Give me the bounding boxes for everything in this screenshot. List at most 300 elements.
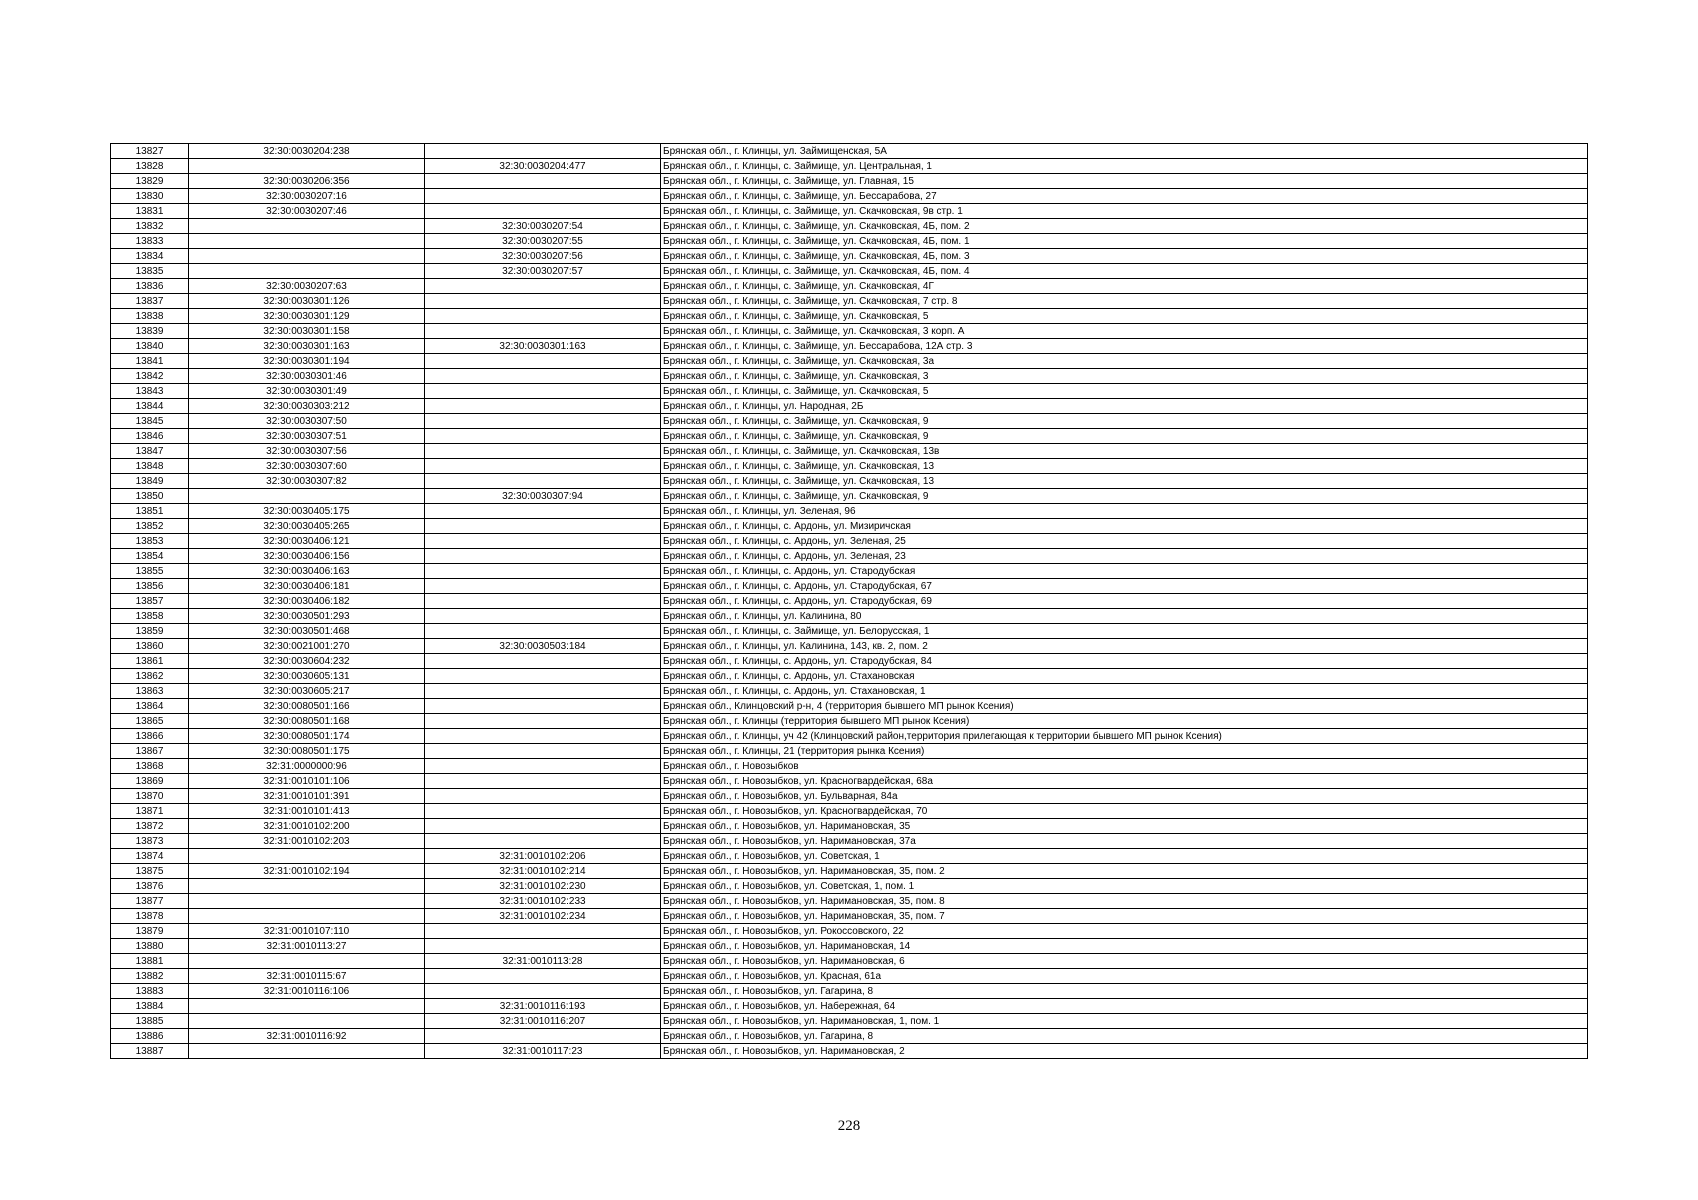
row-number-cell: 13851 xyxy=(111,504,189,519)
address-cell: Брянская обл., г. Клинцы, с. Займище, ул. Бессарабова, 12А стр. 3 xyxy=(661,339,1588,354)
row-number-cell: 13835 xyxy=(111,264,189,279)
related-cadastral-number-cell xyxy=(425,624,661,639)
address-cell: Брянская обл., г. Новозыбков, ул. Наримановская, 1, пом. 1 xyxy=(661,1014,1588,1029)
related-cadastral-number-cell xyxy=(425,279,661,294)
row-number-cell: 13886 xyxy=(111,1029,189,1044)
table-row xyxy=(111,264,1588,279)
cadastral-number-cell: 32:30:0021001:270 xyxy=(189,639,425,654)
table-row xyxy=(111,234,1588,249)
cadastral-number-cell: 32:30:0030307:51 xyxy=(189,429,425,444)
address-cell: Брянская обл., г. Клинцы, с. Займище, ул. Скачковская, 9 xyxy=(661,429,1588,444)
related-cadastral-number-cell xyxy=(425,504,661,519)
cadastral-number-cell: 32:30:0030301:46 xyxy=(189,369,425,384)
table-row xyxy=(111,864,1588,879)
row-number-cell: 13874 xyxy=(111,849,189,864)
cadastral-number-cell: 32:30:0080501:175 xyxy=(189,744,425,759)
cadastral-number-cell: 32:30:0080501:166 xyxy=(189,699,425,714)
table-row xyxy=(111,444,1588,459)
address-cell: Брянская обл., г. Клинцы, с. Займище, ул. Скачковская, 9 xyxy=(661,489,1588,504)
address-cell: Брянская обл., г. Клинцы (территория бывшего МП рынок Ксения) xyxy=(661,714,1588,729)
table-row xyxy=(111,324,1588,339)
cadastral-number-cell xyxy=(189,159,425,174)
table-row xyxy=(111,729,1588,744)
table-row xyxy=(111,414,1588,429)
address-cell: Брянская обл., г. Новозыбков, ул. Советская, 1, пом. 1 xyxy=(661,879,1588,894)
cadastral-number-cell: 32:30:0030405:175 xyxy=(189,504,425,519)
table-row xyxy=(111,294,1588,309)
row-number-cell: 13842 xyxy=(111,369,189,384)
cadastral-number-cell: 32:30:0030406:121 xyxy=(189,534,425,549)
table-row xyxy=(111,429,1588,444)
row-number-cell: 13884 xyxy=(111,999,189,1014)
related-cadastral-number-cell xyxy=(425,924,661,939)
row-number-cell: 13877 xyxy=(111,894,189,909)
table-row xyxy=(111,699,1588,714)
address-cell: Брянская обл., г. Клинцы, ул. Калинина, 80 xyxy=(661,609,1588,624)
page-number: 228 xyxy=(837,1118,861,1134)
row-number-cell: 13865 xyxy=(111,714,189,729)
cadastral-number-cell: 32:30:0030307:60 xyxy=(189,459,425,474)
row-number-cell: 13831 xyxy=(111,204,189,219)
address-cell: Брянская обл., г. Клинцы, с. Ардонь, ул. Стахановская, 1 xyxy=(661,684,1588,699)
related-cadastral-number-cell: 32:30:0030503:184 xyxy=(425,639,661,654)
address-cell: Брянская обл., г. Клинцы, с. Займище, ул. Бессарабова, 27 xyxy=(661,189,1588,204)
address-cell: Брянская обл., г. Новозыбков, ул. Наримановская, 35, пом. 8 xyxy=(661,894,1588,909)
cadastral-number-cell: 32:30:0030301:49 xyxy=(189,384,425,399)
related-cadastral-number-cell xyxy=(425,399,661,414)
cadastral-number-cell: 32:30:0030406:181 xyxy=(189,579,425,594)
related-cadastral-number-cell xyxy=(425,714,661,729)
cadastral-number-cell: 32:30:0030206:356 xyxy=(189,174,425,189)
cadastral-number-cell: 32:31:0010102:194 xyxy=(189,864,425,879)
address-cell: Брянская обл., г. Новозыбков, ул. Бульварная, 84а xyxy=(661,789,1588,804)
cadastral-number-cell: 32:31:0010116:106 xyxy=(189,984,425,999)
cadastral-number-cell xyxy=(189,849,425,864)
row-number-cell: 13847 xyxy=(111,444,189,459)
row-number-cell: 13883 xyxy=(111,984,189,999)
row-number-cell: 13860 xyxy=(111,639,189,654)
address-cell: Брянская обл., г. Клинцы, ул. Займищенская, 5А xyxy=(661,144,1588,159)
row-number-cell: 13840 xyxy=(111,339,189,354)
address-cell: Брянская обл., г. Клинцы, с. Ардонь, ул. Зеленая, 23 xyxy=(661,549,1588,564)
table-row xyxy=(111,849,1588,864)
row-number-cell: 13845 xyxy=(111,414,189,429)
address-cell: Брянская обл., г. Новозыбков, ул. Наримановская, 6 xyxy=(661,954,1588,969)
row-number-cell: 13866 xyxy=(111,729,189,744)
row-number-cell: 13868 xyxy=(111,759,189,774)
cadastral-number-cell: 32:30:0030207:63 xyxy=(189,279,425,294)
related-cadastral-number-cell xyxy=(425,759,661,774)
address-cell: Брянская обл., г. Новозыбков, ул. Наримановская, 14 xyxy=(661,939,1588,954)
cadastral-number-cell xyxy=(189,999,425,1014)
row-number-cell: 13857 xyxy=(111,594,189,609)
table-row xyxy=(111,279,1588,294)
address-cell: Брянская обл., г. Клинцы, с. Займище, ул. Скачковская, 5 xyxy=(661,384,1588,399)
related-cadastral-number-cell xyxy=(425,1029,661,1044)
address-cell: Брянская обл., г. Новозыбков, ул. Красногвардейская, 70 xyxy=(661,804,1588,819)
address-cell: Брянская обл., г. Клинцы, с. Займище, ул. Скачковская, 3 корп. А xyxy=(661,324,1588,339)
table-row xyxy=(111,999,1588,1014)
table-row xyxy=(111,204,1588,219)
row-number-cell: 13867 xyxy=(111,744,189,759)
table-row xyxy=(111,144,1588,159)
address-cell: Брянская обл., г. Новозыбков, ул. Советская, 1 xyxy=(661,849,1588,864)
row-number-cell: 13879 xyxy=(111,924,189,939)
address-cell: Брянская обл., г. Клинцы, с. Займище, ул. Скачковская, 3 xyxy=(661,369,1588,384)
row-number-cell: 13885 xyxy=(111,1014,189,1029)
cadastral-number-cell xyxy=(189,909,425,924)
table-row xyxy=(111,774,1588,789)
row-number-cell: 13870 xyxy=(111,789,189,804)
address-cell: Брянская обл., г. Клинцы, с. Займище, ул. Скачковская, 7 стр. 8 xyxy=(661,294,1588,309)
related-cadastral-number-cell: 32:31:0010102:234 xyxy=(425,909,661,924)
row-number-cell: 13861 xyxy=(111,654,189,669)
related-cadastral-number-cell xyxy=(425,684,661,699)
cadastral-number-cell xyxy=(189,894,425,909)
address-cell: Брянская обл., г. Новозыбков, ул. Красная, 61а xyxy=(661,969,1588,984)
table-row xyxy=(111,579,1588,594)
table-row xyxy=(111,939,1588,954)
table-row xyxy=(111,549,1588,564)
row-number-cell: 13862 xyxy=(111,669,189,684)
cadastral-number-cell xyxy=(189,219,425,234)
table-row xyxy=(111,354,1588,369)
related-cadastral-number-cell xyxy=(425,939,661,954)
cadastral-number-cell: 32:30:0030307:56 xyxy=(189,444,425,459)
related-cadastral-number-cell xyxy=(425,324,661,339)
row-number-cell: 13869 xyxy=(111,774,189,789)
address-cell: Брянская обл., г. Клинцы, с. Займище, ул. Скачковская, 4Г xyxy=(661,279,1588,294)
address-cell: Брянская обл., г. Клинцы, с. Займище, ул. Скачковская, 5 xyxy=(661,309,1588,324)
table-row xyxy=(111,1029,1588,1044)
cadastral-number-cell: 32:30:0080501:174 xyxy=(189,729,425,744)
cadastral-number-cell: 32:31:0010102:200 xyxy=(189,819,425,834)
row-number-cell: 13855 xyxy=(111,564,189,579)
related-cadastral-number-cell xyxy=(425,834,661,849)
row-number-cell: 13837 xyxy=(111,294,189,309)
row-number-cell: 13829 xyxy=(111,174,189,189)
address-cell: Брянская обл., г. Новозыбков, ул. Гагарина, 8 xyxy=(661,1029,1588,1044)
cadastral-number-cell: 32:31:0010101:106 xyxy=(189,774,425,789)
related-cadastral-number-cell xyxy=(425,144,661,159)
cadastral-number-cell: 32:30:0030301:126 xyxy=(189,294,425,309)
address-cell: Брянская обл., г. Клинцы, с. Ардонь, ул. Мизиричская xyxy=(661,519,1588,534)
address-cell: Брянская обл., г. Новозыбков, ул. Рокоссовского, 22 xyxy=(661,924,1588,939)
row-number-cell: 13830 xyxy=(111,189,189,204)
table-row xyxy=(111,789,1588,804)
table-row xyxy=(111,639,1588,654)
related-cadastral-number-cell: 32:31:0010117:23 xyxy=(425,1044,661,1059)
related-cadastral-number-cell: 32:31:0010102:233 xyxy=(425,894,661,909)
table-row xyxy=(111,894,1588,909)
cadastral-number-cell: 32:30:0030605:217 xyxy=(189,684,425,699)
table-row xyxy=(111,339,1588,354)
related-cadastral-number-cell: 32:30:0030207:54 xyxy=(425,219,661,234)
related-cadastral-number-cell: 32:30:0030207:55 xyxy=(425,234,661,249)
address-cell: Брянская обл., г. Новозыбков, ул. Гагарина, 8 xyxy=(661,984,1588,999)
row-number-cell: 13838 xyxy=(111,309,189,324)
address-cell: Брянская обл., г. Клинцы, с. Ардонь, ул. Стахановская xyxy=(661,669,1588,684)
address-cell: Брянская обл., г. Новозыбков xyxy=(661,759,1588,774)
property-registry-table xyxy=(110,143,1588,1059)
table-row xyxy=(111,564,1588,579)
table-row xyxy=(111,969,1588,984)
cadastral-number-cell: 32:30:0030207:16 xyxy=(189,189,425,204)
related-cadastral-number-cell xyxy=(425,534,661,549)
cadastral-number-cell: 32:30:0030207:46 xyxy=(189,204,425,219)
cadastral-number-cell: 32:31:0010107:110 xyxy=(189,924,425,939)
table-row xyxy=(111,624,1588,639)
table-row xyxy=(111,159,1588,174)
row-number-cell: 13872 xyxy=(111,819,189,834)
row-number-cell: 13850 xyxy=(111,489,189,504)
related-cadastral-number-cell: 32:30:0030207:57 xyxy=(425,264,661,279)
table-row xyxy=(111,249,1588,264)
related-cadastral-number-cell xyxy=(425,579,661,594)
related-cadastral-number-cell: 32:31:0010116:193 xyxy=(425,999,661,1014)
row-number-cell: 13839 xyxy=(111,324,189,339)
cadastral-number-cell xyxy=(189,1044,425,1059)
related-cadastral-number-cell xyxy=(425,354,661,369)
related-cadastral-number-cell xyxy=(425,459,661,474)
table-row xyxy=(111,309,1588,324)
cadastral-number-cell: 32:31:0000000:96 xyxy=(189,759,425,774)
cadastral-number-cell: 32:30:0030307:82 xyxy=(189,474,425,489)
cadastral-number-cell: 32:30:0030301:194 xyxy=(189,354,425,369)
cadastral-number-cell xyxy=(189,879,425,894)
related-cadastral-number-cell: 32:31:0010113:28 xyxy=(425,954,661,969)
row-number-cell: 13841 xyxy=(111,354,189,369)
address-cell: Брянская обл., г. Клинцы, с. Займище, ул. Скачковская, 4Б, пом. 3 xyxy=(661,249,1588,264)
cadastral-number-cell: 32:31:0010101:391 xyxy=(189,789,425,804)
address-cell: Брянская обл., г. Клинцы, с. Займище, ул. Скачковская, 4Б, пом. 2 xyxy=(661,219,1588,234)
address-cell: Брянская обл., г. Клинцы, с. Ардонь, ул. Стародубская xyxy=(661,564,1588,579)
cadastral-number-cell xyxy=(189,1014,425,1029)
related-cadastral-number-cell xyxy=(425,204,661,219)
related-cadastral-number-cell xyxy=(425,789,661,804)
table-row xyxy=(111,654,1588,669)
table-row xyxy=(111,879,1588,894)
related-cadastral-number-cell: 32:31:0010102:206 xyxy=(425,849,661,864)
related-cadastral-number-cell xyxy=(425,189,661,204)
address-cell: Брянская обл., г. Новозыбков, ул. Наримановская, 35, пом. 2 xyxy=(661,864,1588,879)
address-cell: Брянская обл., г. Клинцы, с. Займище, ул. Скачковская, 13 xyxy=(661,474,1588,489)
table-row xyxy=(111,399,1588,414)
table-row xyxy=(111,714,1588,729)
cadastral-number-cell: 32:31:0010116:92 xyxy=(189,1029,425,1044)
cadastral-number-cell xyxy=(189,264,425,279)
row-number-cell: 13843 xyxy=(111,384,189,399)
related-cadastral-number-cell xyxy=(425,969,661,984)
row-number-cell: 13856 xyxy=(111,579,189,594)
row-number-cell: 13881 xyxy=(111,954,189,969)
related-cadastral-number-cell: 32:31:0010102:214 xyxy=(425,864,661,879)
table-row xyxy=(111,459,1588,474)
table-row xyxy=(111,684,1588,699)
related-cadastral-number-cell xyxy=(425,804,661,819)
table-row xyxy=(111,474,1588,489)
row-number-cell: 13832 xyxy=(111,219,189,234)
row-number-cell: 13834 xyxy=(111,249,189,264)
cadastral-number-cell xyxy=(189,249,425,264)
table-row xyxy=(111,594,1588,609)
address-cell: Брянская обл., г. Клинцы, с. Ардонь, ул. Стародубская, 69 xyxy=(661,594,1588,609)
related-cadastral-number-cell xyxy=(425,609,661,624)
table-row xyxy=(111,759,1588,774)
related-cadastral-number-cell: 32:31:0010102:230 xyxy=(425,879,661,894)
table-row xyxy=(111,519,1588,534)
address-cell: Брянская обл., г. Новозыбков, ул. Красногвардейская, 68а xyxy=(661,774,1588,789)
table-row xyxy=(111,669,1588,684)
row-number-cell: 13859 xyxy=(111,624,189,639)
table-row xyxy=(111,804,1588,819)
row-number-cell: 13836 xyxy=(111,279,189,294)
row-number-cell: 13833 xyxy=(111,234,189,249)
cadastral-number-cell: 32:30:0030301:163 xyxy=(189,339,425,354)
related-cadastral-number-cell xyxy=(425,669,661,684)
address-cell: Брянская обл., г. Клинцы, ул. Народная, 2Б xyxy=(661,399,1588,414)
cadastral-number-cell: 32:30:0030501:293 xyxy=(189,609,425,624)
row-number-cell: 13882 xyxy=(111,969,189,984)
address-cell: Брянская обл., г. Клинцы, ул. Зеленая, 96 xyxy=(661,504,1588,519)
address-cell: Брянская обл., г. Клинцы, с. Займище, ул. Скачковская, 9в стр. 1 xyxy=(661,204,1588,219)
row-number-cell: 13849 xyxy=(111,474,189,489)
related-cadastral-number-cell: 32:30:0030207:56 xyxy=(425,249,661,264)
cadastral-number-cell: 32:30:0030301:158 xyxy=(189,324,425,339)
row-number-cell: 13864 xyxy=(111,699,189,714)
row-number-cell: 13880 xyxy=(111,939,189,954)
related-cadastral-number-cell xyxy=(425,309,661,324)
row-number-cell: 13858 xyxy=(111,609,189,624)
related-cadastral-number-cell xyxy=(425,699,661,714)
table-row xyxy=(111,504,1588,519)
cadastral-number-cell: 32:30:0030406:182 xyxy=(189,594,425,609)
address-cell: Брянская обл., г. Клинцы, 21 (территория рынка Ксения) xyxy=(661,744,1588,759)
address-cell: Брянская обл., г. Клинцы, с. Займище, ул. Скачковская, 13в xyxy=(661,444,1588,459)
cadastral-number-cell xyxy=(189,954,425,969)
table-row xyxy=(111,189,1588,204)
cadastral-number-cell: 32:31:0010101:413 xyxy=(189,804,425,819)
address-cell: Брянская обл., г. Клинцы, с. Займище, ул. Центральная, 1 xyxy=(661,159,1588,174)
table-row xyxy=(111,489,1588,504)
related-cadastral-number-cell xyxy=(425,474,661,489)
address-cell: Брянская обл., г. Клинцы, ул. Калинина, 143, кв. 2, пом. 2 xyxy=(661,639,1588,654)
row-number-cell: 13848 xyxy=(111,459,189,474)
row-number-cell: 13887 xyxy=(111,1044,189,1059)
cadastral-number-cell: 32:31:0010102:203 xyxy=(189,834,425,849)
related-cadastral-number-cell xyxy=(425,549,661,564)
cadastral-number-cell: 32:30:0030303:212 xyxy=(189,399,425,414)
cadastral-number-cell: 32:30:0030406:156 xyxy=(189,549,425,564)
table-row xyxy=(111,909,1588,924)
address-cell: Брянская обл., г. Новозыбков, ул. Наримановская, 37а xyxy=(661,834,1588,849)
related-cadastral-number-cell xyxy=(425,819,661,834)
related-cadastral-number-cell xyxy=(425,594,661,609)
table-row xyxy=(111,954,1588,969)
address-cell: Брянская обл., Клинцовский р-н, 4 (территория бывшего МП рынок Ксения) xyxy=(661,699,1588,714)
related-cadastral-number-cell xyxy=(425,384,661,399)
table-row xyxy=(111,174,1588,189)
table-row xyxy=(111,219,1588,234)
related-cadastral-number-cell xyxy=(425,774,661,789)
related-cadastral-number-cell xyxy=(425,729,661,744)
related-cadastral-number-cell xyxy=(425,519,661,534)
address-cell: Брянская обл., г. Клинцы, с. Займище, ул. Скачковская, 4Б, пом. 1 xyxy=(661,234,1588,249)
table-row xyxy=(111,384,1588,399)
cadastral-number-cell: 32:31:0010113:27 xyxy=(189,939,425,954)
row-number-cell: 13875 xyxy=(111,864,189,879)
related-cadastral-number-cell xyxy=(425,444,661,459)
related-cadastral-number-cell xyxy=(425,984,661,999)
row-number-cell: 13854 xyxy=(111,549,189,564)
table-row xyxy=(111,924,1588,939)
table-row xyxy=(111,534,1588,549)
cadastral-number-cell: 32:30:0030307:50 xyxy=(189,414,425,429)
row-number-cell: 13873 xyxy=(111,834,189,849)
row-number-cell: 13846 xyxy=(111,429,189,444)
table-row xyxy=(111,609,1588,624)
related-cadastral-number-cell xyxy=(425,294,661,309)
row-number-cell: 13853 xyxy=(111,534,189,549)
table-row xyxy=(111,1044,1588,1059)
cadastral-number-cell: 32:30:0030605:131 xyxy=(189,669,425,684)
address-cell: Брянская обл., г. Клинцы, с. Займище, ул. Скачковская, 4Б, пом. 4 xyxy=(661,264,1588,279)
related-cadastral-number-cell: 32:30:0030301:163 xyxy=(425,339,661,354)
related-cadastral-number-cell xyxy=(425,174,661,189)
table-row xyxy=(111,984,1588,999)
row-number-cell: 13863 xyxy=(111,684,189,699)
address-cell: Брянская обл., г. Клинцы, с. Займище, ул. Скачковская, 13 xyxy=(661,459,1588,474)
related-cadastral-number-cell: 32:30:0030204:477 xyxy=(425,159,661,174)
cadastral-number-cell: 32:30:0030405:265 xyxy=(189,519,425,534)
row-number-cell: 13871 xyxy=(111,804,189,819)
cadastral-number-cell: 32:30:0030501:468 xyxy=(189,624,425,639)
cadastral-number-cell: 32:30:0030406:163 xyxy=(189,564,425,579)
related-cadastral-number-cell xyxy=(425,414,661,429)
table-row xyxy=(111,744,1588,759)
row-number-cell: 13852 xyxy=(111,519,189,534)
address-cell: Брянская обл., г. Клинцы, с. Займище, ул. Белорусская, 1 xyxy=(661,624,1588,639)
row-number-cell: 13878 xyxy=(111,909,189,924)
cadastral-number-cell: 32:30:0030301:129 xyxy=(189,309,425,324)
table-row xyxy=(111,834,1588,849)
cadastral-number-cell xyxy=(189,234,425,249)
cadastral-number-cell: 32:31:0010115:67 xyxy=(189,969,425,984)
related-cadastral-number-cell xyxy=(425,369,661,384)
address-cell: Брянская обл., г. Клинцы, с. Ардонь, ул. Стародубская, 67 xyxy=(661,579,1588,594)
row-number-cell: 13844 xyxy=(111,399,189,414)
address-cell: Брянская обл., г. Клинцы, с. Ардонь, ул. Стародубская, 84 xyxy=(661,654,1588,669)
address-cell: Брянская обл., г. Клинцы, уч 42 (Клинцовский район,территория прилегающая к территории бывшего МП рынок Ксения) xyxy=(661,729,1588,744)
related-cadastral-number-cell xyxy=(425,429,661,444)
row-number-cell: 13876 xyxy=(111,879,189,894)
address-cell: Брянская обл., г. Клинцы, с. Ардонь, ул. Зеленая, 25 xyxy=(661,534,1588,549)
row-number-cell: 13828 xyxy=(111,159,189,174)
cadastral-number-cell: 32:30:0080501:168 xyxy=(189,714,425,729)
related-cadastral-number-cell: 32:31:0010116:207 xyxy=(425,1014,661,1029)
address-cell: Брянская обл., г. Клинцы, с. Займище, ул. Главная, 15 xyxy=(661,174,1588,189)
related-cadastral-number-cell xyxy=(425,654,661,669)
cadastral-number-cell: 32:30:0030204:238 xyxy=(189,144,425,159)
table-row xyxy=(111,369,1588,384)
address-cell: Брянская обл., г. Клинцы, с. Займище, ул. Скачковская, 3а xyxy=(661,354,1588,369)
cadastral-number-cell xyxy=(189,489,425,504)
address-cell: Брянская обл., г. Клинцы, с. Займище, ул. Скачковская, 9 xyxy=(661,414,1588,429)
table-row xyxy=(111,819,1588,834)
address-cell: Брянская обл., г. Новозыбков, ул. Наримановская, 35, пом. 7 xyxy=(661,909,1588,924)
registry-table-body xyxy=(111,144,1588,1059)
row-number-cell: 13827 xyxy=(111,144,189,159)
